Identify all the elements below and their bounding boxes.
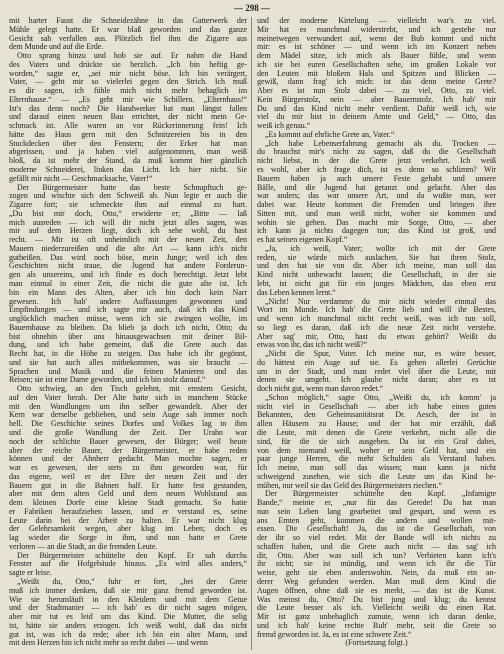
text-line: lebt, ist nicht gut für ein junges Mädchen, das eben erst bbox=[257, 279, 496, 288]
text-line: Mühle gelegt hatte. Er war blaß geworden und das ganze bbox=[9, 25, 247, 34]
text-line: „Ja, ich weiß, Vater; wollte ich mit der Grete bbox=[265, 244, 496, 253]
text-line: Leute darin bei der Arbeit zu halten. Er war nicht klug bbox=[9, 516, 247, 525]
text-line: und sie hat auch alles mitbekommen, was sie braucht — bbox=[9, 358, 247, 367]
text-line: schaffen haben, und die Grete auch nicht — das sag' ich bbox=[257, 542, 496, 551]
text-line: Sprachen und Musik und die feinen Manieren und das bbox=[9, 367, 247, 376]
paragraph bbox=[257, 140, 496, 245]
text-line: mich ausreden — ich will dir nicht jetzt alles sagen, was bbox=[9, 218, 247, 227]
text-line: reden, sie würde mich auslachen. Sie hat ihren Stolz, bbox=[257, 253, 496, 262]
text-line: war anders; das war unsere Art, und da wußte man, wer bbox=[257, 192, 496, 201]
text-line: es wohl, aber ich frage dich, ist es denn so schlimm? Wir bbox=[257, 166, 496, 175]
text-line: allen Häusern zu Hause; und der hat mir erzählt, daß bbox=[257, 420, 496, 429]
text-line: um in der Stadt, und man redet viel über die Leute, mit bbox=[257, 367, 496, 376]
text-line: Gesicht sah verfallen aus. Plötzlich fiel ihm die Zigarre aus bbox=[9, 34, 247, 43]
text-line: essen. Die Gesellschaft! Ja, das ist die Gesellschaft, von bbox=[257, 525, 496, 534]
text-line: Mauern niederzureißen und die alte Art — kann ich's nicht bbox=[9, 244, 247, 253]
text-line: „Es kommt auf ehrliche Grete an, Vater.“ bbox=[265, 130, 395, 139]
text-line: aber der reiche Bauer, der Bürgermeister, er habe reden bbox=[9, 446, 247, 455]
text-line: von dem niemand weiß, woher er sein Geld hat, und ein bbox=[257, 446, 496, 455]
text-line: bloß, da ist mehr der Stand, da muß kommt hier gänzlich bbox=[9, 157, 247, 166]
text-line: mühen, nur weil sie das Geld des Bürgermeisters riechen.“ bbox=[257, 481, 442, 490]
text-line: mir: es ist schöner — und wenn ich im Konzert neben bbox=[257, 43, 496, 52]
text-line: das eigene, weil er der Ehre der neuen Zeit und der bbox=[9, 472, 247, 481]
text-line: man einmal in einer Zeit, die nicht die gute alte ist. Ich bbox=[9, 279, 247, 288]
text-line: ist, hätte sie anders erzogen. Ich weiß wohl, daß das nicht bbox=[9, 621, 247, 630]
text-line: dir, Otto. Aber was soll ich tun? Verbieten kann ich's bbox=[257, 551, 496, 560]
text-line: mit harter Faust die Schneidezähne in das Gatterwerk der bbox=[9, 17, 247, 25]
text-line: Sitten mit, und man weiß nicht, woher sie kommen und bbox=[257, 209, 496, 218]
text-line: lag wieder die Sorge in ihm, und nun hatte er Grete bbox=[9, 534, 247, 543]
text-line: etwas von ihr, das ich nicht weiß?“ bbox=[257, 341, 368, 350]
text-line: mit dem Herzen bin ich nicht mehr so recht dabei — und wenn bbox=[9, 639, 208, 648]
text-line: Aber sag' mir, Otto, hast du etwas gehört? Weißt du bbox=[257, 332, 496, 341]
text-line: hell. Die Geschichte seines Dorfes und Volkes lag in ihm bbox=[9, 420, 247, 429]
text-line: es hat seinen eigenen Kopf.“ bbox=[257, 236, 348, 245]
text-line: aber mir tut es leid um das Kind. Die Mutter, die selig bbox=[9, 613, 247, 622]
text-line: dem Mädel sitze, ich mich als Bauer fühle, und wenn bbox=[257, 52, 496, 61]
paragraph bbox=[9, 385, 247, 552]
text-line: Was meinst du, Otto? Du bist jung und klug; du kennst bbox=[257, 595, 496, 604]
text-line: ans Ernten geht, kommen die andern und wollen mit- bbox=[257, 516, 496, 525]
text-line: mit den Wandlungen um ihn selber gewandelt. Aber der bbox=[9, 402, 247, 411]
text-line: schweigend zusehen, wie sich die Leute um das Kind be- bbox=[257, 472, 496, 481]
text-line: können und der Ahnherr gedacht. Man mochte sagen, er bbox=[9, 455, 247, 464]
text-line: Geschichten nicht traue, die Jugend hat andere Forderun- bbox=[9, 262, 247, 271]
text-line: schmack ist. Alle waren an vor Rückerinnerung fein! Ich bbox=[9, 122, 247, 131]
text-line: recht. — Mir ist oft unheimlich mit der neuen Zeit, den bbox=[9, 236, 247, 245]
text-line: doch nicht gut, wenn man davon redet.“ bbox=[257, 385, 384, 394]
text-line: Kern war derselbe geblieben, und sein Auge sah immer noch bbox=[9, 411, 247, 420]
column-divider bbox=[251, 17, 252, 650]
text-line: Augen öffnen, ohne daß sie es merkt, — das ist die Kunst. bbox=[257, 586, 496, 595]
text-line: Kein Bürgerstolz, nein — aber Bauernstolz. Ich hab' mir bbox=[257, 95, 496, 104]
text-line: „Du bist mir doch, Otto,“ erwiderte er; „Bitte — laß bbox=[9, 209, 247, 218]
text-line: gutheißen. Das wird noch böse, mein Junge; weil ich den bbox=[9, 253, 247, 262]
text-line: Otto schwieg, an den Tisch gelehnt, mit ernstem Gesicht, bbox=[17, 385, 247, 394]
text-line: Reisen; sie ist eine Dame geworden, und ich bin stolz darauf.“ bbox=[9, 376, 206, 385]
text-line: bin ein Mann des Alten, aber ich bin doch kein Narr bbox=[9, 288, 247, 297]
text-line: hätte das Haus gern mit den Schnitzereien bis in den bbox=[9, 130, 247, 139]
text-line: und wenn ich manchmal nicht recht weiß, was ich tun soll, bbox=[257, 315, 496, 324]
paragraph bbox=[257, 17, 496, 131]
text-line: und ich hab' keine rechte Ruh' mehr, seit die Grete so bbox=[257, 621, 496, 630]
text-line: ich sie bei euren Gesellschaften sehe, im großen Lokale vor bbox=[257, 60, 496, 69]
text-line: aber mit dem alten Geld und dem neuen Wohlstand aus bbox=[9, 490, 247, 499]
text-line: paar junge Herren, die mehr Schulden als Verstand haben. bbox=[257, 455, 496, 464]
text-line: mir auf dem Herzen liegt, doch ich sehe wohl, du hast bbox=[9, 227, 247, 236]
text-line: der ihr so viel redet. Mit der Bande will ich nichts zu bbox=[257, 534, 496, 543]
paragraph bbox=[9, 17, 247, 52]
text-line: ich kann ja nichts dagegen tun; das Kind ist groß, und bbox=[257, 227, 496, 236]
text-line: Bekannten, den Geheimsanitätsrat Dr. Aesch, der ist in bbox=[257, 411, 496, 420]
text-line: Bauern gut in die Bahnen half. Er hatte fest gestanden, bbox=[9, 481, 247, 490]
text-line: gewiß, dann frag' ich mich: ist das denn meine Grete? bbox=[257, 78, 496, 87]
text-line: Stuckdecken über den Fenstern; der Erker hat man bbox=[9, 139, 247, 148]
text-line: Du und das Kind nicht mehr verdient. Dafür weiß ich, wie bbox=[257, 104, 496, 113]
paragraph bbox=[257, 298, 496, 351]
text-line: zogen und wischte sich den Schweiß ab. Nun legte er auch die bbox=[9, 192, 247, 201]
text-line: die Leute besser als ich. Vielleicht weißt du einen Rat. bbox=[257, 604, 496, 613]
text-line: Otto sprang hinzu und hob sie auf. Er nahm die Hand bbox=[17, 52, 247, 61]
text-line: gen als unsereins, und ich finde es doch berechtigt. Jetzt lebt bbox=[9, 271, 247, 280]
text-line: Fenster auf die Hofgebäude hinaus. „Es wird alles anders,“ bbox=[9, 560, 247, 569]
text-line: dem kleinen Dorfe eine kleine Stadt gemacht. So hatte bbox=[9, 499, 247, 508]
text-line: abgerissen, und ja haben viel aufgenommen, man weiß bbox=[9, 148, 247, 157]
text-line: sind, für die sie sich ausgeben. Da ist ein Graf dabei, bbox=[257, 437, 496, 446]
text-line: ihr nicht; sie ist mündig, und wenn ich ihr die Tür bbox=[257, 560, 496, 569]
text-line: weiß ich genau.“ bbox=[257, 122, 311, 131]
text-line: du hättest ein Auge auf sie. Es gehen allerlei Gerüchte bbox=[257, 358, 496, 367]
text-line: dem Munde und auf die Erde. bbox=[9, 43, 104, 52]
text-line: denen sie umgeht. Ich glaube nicht daran; aber es ist bbox=[257, 376, 496, 385]
paragraph bbox=[257, 350, 496, 394]
text-line: die Leute, mit denen die Grete verkehrt, nicht alle die bbox=[257, 428, 496, 437]
right-text-column bbox=[257, 17, 496, 651]
text-line: Mir ist ganz unbehaglich zumute, wenn ich daran denke, bbox=[257, 613, 496, 622]
text-line: dung, und ich habe gemeint, daß die Grete auch das bbox=[9, 341, 247, 350]
text-line: Mir hat es manchmal widerstrebt, und ich gestehe nur bbox=[257, 25, 496, 34]
text-line: Wort im Munde. Ich hab' die Grete lieb und will ihr Bestes, bbox=[257, 306, 496, 315]
text-line: du brauchst mir's nicht zu sagen, daß du die Gesellschaft bbox=[257, 148, 496, 157]
text-line: moderne Schneiderei, linken das Licht. Ich hier nicht. Sie bbox=[9, 166, 247, 175]
text-line: sagte er leise. bbox=[9, 569, 52, 578]
text-line: viel du mir bist in deinem Amte und Geld,“ — Otto, das bbox=[257, 113, 496, 122]
text-line: weise, geht sie eben anderswohin. Nein, da muß ein an- bbox=[257, 569, 496, 578]
text-line: Der Bürgermeister schüttelte den Kopf. Er sah durchs bbox=[17, 551, 247, 560]
paragraph bbox=[257, 245, 496, 298]
text-line: „Nicht! Nur verdamme du mir nicht wieder einmal das bbox=[265, 297, 496, 306]
text-line: der Gelehrsamkeit wegen, aber klug im Leben; doch es bbox=[9, 525, 247, 534]
text-line: es dir sagen, ich fühle mich nicht mehr behaglich im bbox=[9, 87, 247, 96]
text-line: derer Weg gefunden werden. Man muß dem Kind die bbox=[257, 578, 496, 586]
text-line: Vater, — geht mir so vielerlei gegen den Strich. Ich muß bbox=[9, 78, 247, 87]
paragraph bbox=[9, 552, 247, 578]
text-line: gefällt mir nicht — Geschmacksache, Vater!“ bbox=[9, 174, 153, 183]
paragraph bbox=[257, 131, 496, 140]
text-line: meinetwegen verwundert auf, wenn der Bub kommt und nicht bbox=[257, 34, 496, 43]
text-line: Der Bürgermeister schüttelte den Kopf. „Infamigte bbox=[265, 490, 496, 499]
text-line: „Nicht die Spur, Vater. Ich meine nur, es wäre besser, bbox=[265, 350, 496, 359]
page-number: — 298 — bbox=[234, 3, 270, 13]
text-line: das Leben kennen lernt.“ bbox=[257, 288, 336, 297]
text-line: und der Stadtmanier — ich hab' es dir nicht sagen mögen, bbox=[9, 604, 247, 613]
text-line: nicht liebst, in der die Grete jetzt verkehrt. Ich weiß bbox=[257, 157, 496, 166]
text-line: Zigarre fort; sie schmeckte ihm auf einmal zu hart. bbox=[9, 201, 247, 210]
text-line: Der Bürgermeister hatte das beste Schnupftuch ge- bbox=[17, 183, 247, 192]
text-line: und darauf einen neuen Bau errichtet, der nicht mein Ge- bbox=[9, 113, 247, 122]
text-line: verloren — an die Stadt, an die fremden Leute. bbox=[9, 542, 158, 551]
text-line: auf den Vater herab. Der Alte hatte sich in manchem Stücke bbox=[9, 393, 247, 402]
text-line: so liegt es daran, daß ich die neue Zeit nicht verstehe. bbox=[257, 323, 496, 332]
text-line: Bauernhause zu bleiben. Da blieb ja doch ich nicht, Otto; du bbox=[9, 323, 247, 332]
text-line: und die große Wandlung der Zeit. Der Urahn war bbox=[9, 428, 247, 437]
text-line: gut ist, was ich da rede; aber ich bin ein alter Mann, und bbox=[9, 630, 247, 639]
text-line: Bälle, und die Jugend hat getanzt und gelacht. Aber das bbox=[257, 183, 496, 192]
text-line: „Weißt du, Otto,“ fuhr er fort, „bei der Grete bbox=[17, 578, 247, 586]
text-line: nun sein Leben lang gearbeitet und gespart, und wenn es bbox=[257, 507, 496, 516]
text-line: Ist's das denn noch? Die Handwerker hat man längst fallen bbox=[9, 104, 247, 113]
text-line: unglücklich machen müsse, wenn ich sie zwingen wollte, im bbox=[9, 315, 247, 324]
text-line: Kind nicht unbewacht lassen; die Gesellschaft, in der sie bbox=[257, 271, 496, 280]
text-line: er Fabriken heraufziehen lassen, und er verstand es, seine bbox=[9, 507, 247, 516]
text-line: „Ich habe Lebenserfahrung gemacht als du. Trocken — bbox=[265, 139, 496, 148]
text-line: nicht viel in Gesellschaft — aber ich habe einen guten bbox=[257, 402, 496, 411]
text-line: muß ich immer denken, daß sie mir ganz fremd geworden ist. bbox=[9, 586, 247, 595]
text-line: worden,“ sagte er, „sei mir nicht böse. Ich bin verärgert, bbox=[9, 69, 247, 78]
text-line: Elternhause.“ — „Es geht mir wie Schillern. „Elternhaus!“ bbox=[9, 95, 247, 104]
paragraph bbox=[9, 52, 247, 183]
text-line: dabei war. Heute kommen die Fremden und bringen ihre bbox=[257, 201, 496, 210]
text-line: noch der schlichte Bauer gewesen, der Bürger; weil heute bbox=[9, 437, 247, 446]
text-line: den Leuten mit bloßem Hals und Spitzen und Blicken — bbox=[257, 69, 496, 78]
text-line: Bauern haben ja auch unsere Feste gehabt und unsere bbox=[257, 174, 496, 183]
text-line: fremd geworden ist. Ja, es ist eine schwere Zeit.“ bbox=[257, 630, 412, 639]
text-line: Empfindungen — und ich sagte mir auch, daß ich das Kind bbox=[9, 306, 247, 315]
paragraph bbox=[257, 394, 496, 490]
text-line: bist ohnehin über uns hinausgewachsen mit deiner Bil- bbox=[9, 332, 247, 341]
paragraph bbox=[9, 184, 247, 386]
text-line: Ich meine, man soll das wissen; man kann ja nicht bbox=[257, 464, 496, 473]
text-line: Bande,“ meinte er, „nur für das Gerede! Da hat man bbox=[257, 499, 496, 508]
left-text-column bbox=[9, 17, 247, 651]
text-line: Wie sie herumläuft in den Kleidern und mit dem Getue bbox=[9, 595, 247, 604]
text-line: „Schon möglich,“ sagte Otto, „Weißt du, ich komm' ja bbox=[265, 393, 496, 402]
text-line: war es gewesen, der stets zu ihm geworden war, für bbox=[9, 464, 247, 473]
text-line: und der moderne Kirtelung — vielleicht war's zu viel. bbox=[257, 17, 496, 25]
text-line: gewesen. Ich hab' andere Auffassungen gewonnen und bbox=[9, 297, 247, 306]
text-line: Recht hat, in die Höhe zu steigen. Das habe ich ihr gegönnt, bbox=[9, 350, 247, 359]
text-line: des Vaters und drückte sie herzlich. „Ich bin heftig ge- bbox=[9, 60, 247, 69]
text-line: wohin sie gehen. Das macht mir Sorge, Otto, — aber bbox=[257, 218, 496, 227]
text-line: und den hat sie von dir. Aber ich meine, man soll das bbox=[257, 262, 496, 271]
paragraph bbox=[9, 578, 247, 648]
text-line: Aber es ist nun Stolz dabei — zu viel, Otto, zu viel. bbox=[257, 87, 496, 96]
paragraph bbox=[257, 490, 496, 639]
continuation-note: (Fortsetzung folgt.) bbox=[345, 639, 408, 648]
